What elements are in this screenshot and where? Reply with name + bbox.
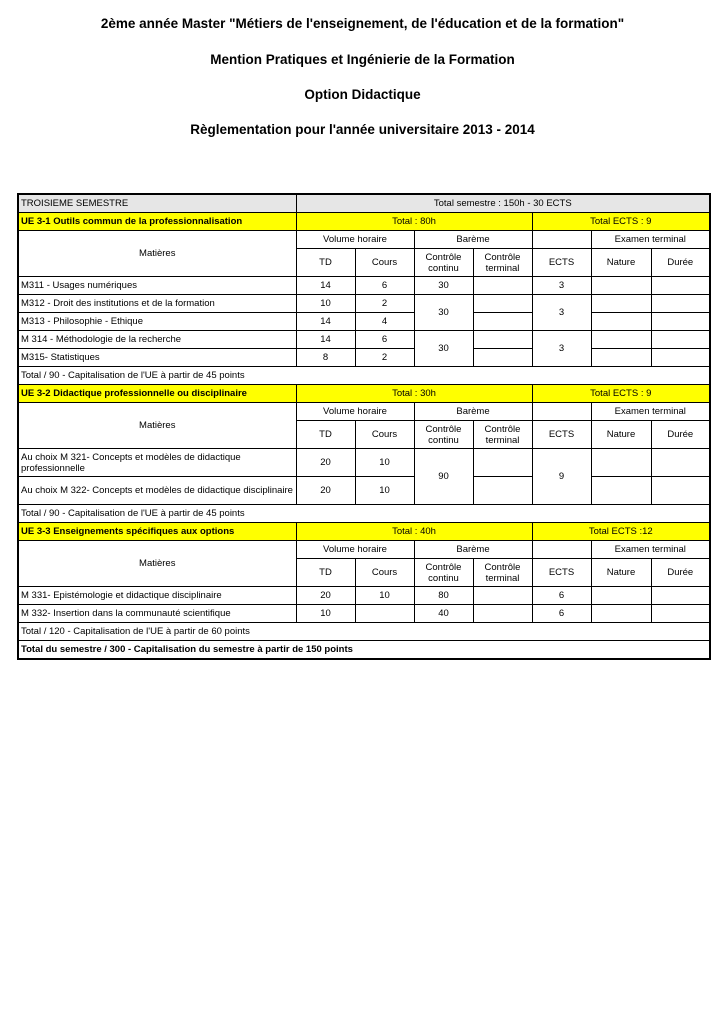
course-nature <box>591 477 651 505</box>
course-nature <box>591 313 651 331</box>
header-ct: Contrôle terminal <box>473 249 532 277</box>
ue-title: UE 3-2 Didactique professionnelle ou disciplinaire <box>18 385 296 403</box>
header-examen: Examen terminal <box>591 403 710 421</box>
course-name: M312 - Droit des institutions et de la formation <box>18 295 296 313</box>
course-name: M 331- Epistémologie et didactique disciplinaire <box>18 587 296 605</box>
header-ects: ECTS <box>532 421 591 449</box>
course-duree <box>651 313 710 331</box>
course-ects: 3 <box>532 331 591 367</box>
course-td: 20 <box>296 449 355 477</box>
course-duree <box>651 605 710 623</box>
course-td: 10 <box>296 605 355 623</box>
header-nature: Nature <box>591 421 651 449</box>
ue-footer: Total / 90 - Capitalisation de l'UE à partir de 45 points <box>18 367 710 385</box>
course-name: M 314 - Méthodologie de la recherche <box>18 331 296 349</box>
course-ct <box>473 277 532 295</box>
header-volume: Volume horaire <box>296 541 414 559</box>
semester-total: Total semestre : 150h - 30 ECTS <box>296 194 710 213</box>
header-ct: Contrôle terminal <box>473 421 532 449</box>
course-ects: 3 <box>532 277 591 295</box>
course-duree <box>651 331 710 349</box>
course-nature <box>591 295 651 313</box>
ue-total-hours: Total : 40h <box>296 523 532 541</box>
header-examen: Examen terminal <box>591 231 710 249</box>
course-duree <box>651 349 710 367</box>
grand-total-row <box>18 641 710 660</box>
table-row <box>18 295 710 313</box>
course-td: 14 <box>296 313 355 331</box>
header-td: TD <box>296 421 355 449</box>
table-row <box>18 449 710 477</box>
header-volume: Volume horaire <box>296 403 414 421</box>
table-row <box>18 605 710 623</box>
course-ct <box>473 587 532 605</box>
header-empty <box>532 403 591 421</box>
ue-footer-row <box>18 505 710 523</box>
course-td: 8 <box>296 349 355 367</box>
course-ct <box>473 313 532 331</box>
course-cours <box>355 605 414 623</box>
header-duree: Durée <box>651 249 710 277</box>
ue-header-row <box>18 213 710 231</box>
ue-total-ects: Total ECTS : 9 <box>532 385 710 403</box>
table-row <box>18 331 710 349</box>
header-ct: Contrôle terminal <box>473 559 532 587</box>
course-cc: 90 <box>414 449 473 505</box>
course-td: 20 <box>296 587 355 605</box>
course-name: Au choix M 321- Concepts et modèles de didactique professionnelle <box>18 449 296 477</box>
course-nature <box>591 587 651 605</box>
table-row <box>18 477 710 505</box>
course-nature <box>591 349 651 367</box>
header-matieres: Matières <box>18 403 296 449</box>
course-ects: 9 <box>532 449 591 505</box>
course-ct <box>473 605 532 623</box>
course-td: 20 <box>296 477 355 505</box>
ue-header-row <box>18 385 710 403</box>
header-cc: Contrôle continu <box>414 559 473 587</box>
ue-total-hours: Total : 80h <box>296 213 532 231</box>
course-name: M315- Statistiques <box>18 349 296 367</box>
course-nature <box>591 449 651 477</box>
course-ct <box>473 449 532 477</box>
ue-footer-row <box>18 623 710 641</box>
title-year: Règlementation pour l'année universitaire 2013 - 2014 <box>190 122 535 137</box>
ue-title: UE 3-1 Outils commun de la professionnalisation <box>18 213 296 231</box>
header-cours: Cours <box>355 559 414 587</box>
course-cours: 10 <box>355 449 414 477</box>
table-row <box>18 587 710 605</box>
regulation-table <box>17 193 711 660</box>
course-cc: 30 <box>414 277 473 295</box>
grand-total: Total du semestre / 300 - Capitalisation du semestre à partir de 150 points <box>18 641 710 660</box>
course-ct <box>473 349 532 367</box>
course-duree <box>651 587 710 605</box>
ue-footer-row <box>18 367 710 385</box>
course-cours: 6 <box>355 277 414 295</box>
ue-title: UE 3-3 Enseignements spécifiques aux options <box>18 523 296 541</box>
header-cc: Contrôle continu <box>414 249 473 277</box>
course-name: Au choix M 322- Concepts et modèles de didactique disciplinaire <box>18 477 296 505</box>
title-master: 2ème année Master "Métiers de l'enseignement, de l'éducation et de la formation" <box>100 16 625 31</box>
header-cours: Cours <box>355 249 414 277</box>
header-cours: Cours <box>355 421 414 449</box>
header-volume: Volume horaire <box>296 231 414 249</box>
course-nature <box>591 605 651 623</box>
header-matieres: Matières <box>18 541 296 587</box>
ue-total-hours: Total : 30h <box>296 385 532 403</box>
ue-footer: Total / 90 - Capitalisation de l'UE à partir de 45 points <box>18 505 710 523</box>
header-empty <box>532 231 591 249</box>
header-duree: Durée <box>651 421 710 449</box>
course-duree <box>651 449 710 477</box>
course-cours: 10 <box>355 587 414 605</box>
column-group-row <box>18 541 710 559</box>
course-ct <box>473 331 532 349</box>
course-td: 14 <box>296 331 355 349</box>
header-duree: Durée <box>651 559 710 587</box>
ue-total-ects: Total ECTS : 9 <box>532 213 710 231</box>
course-cc: 30 <box>414 331 473 367</box>
course-cc: 30 <box>414 295 473 331</box>
header-cc: Contrôle continu <box>414 421 473 449</box>
header-nature: Nature <box>591 559 651 587</box>
ue-footer: Total / 120 - Capitalisation de l'UE à partir de 60 points <box>18 623 710 641</box>
course-ects: 6 <box>532 605 591 623</box>
course-cours: 6 <box>355 331 414 349</box>
header-bareme: Barème <box>414 231 532 249</box>
course-ects: 6 <box>532 587 591 605</box>
course-cours: 2 <box>355 349 414 367</box>
course-cc: 80 <box>414 587 473 605</box>
header-bareme: Barème <box>414 403 532 421</box>
course-duree <box>651 295 710 313</box>
header-td: TD <box>296 249 355 277</box>
course-td: 14 <box>296 277 355 295</box>
course-duree <box>651 477 710 505</box>
course-cc: 40 <box>414 605 473 623</box>
header-examen: Examen terminal <box>591 541 710 559</box>
header-matieres: Matières <box>18 231 296 277</box>
semester-row <box>18 194 710 213</box>
course-cours: 10 <box>355 477 414 505</box>
course-td: 10 <box>296 295 355 313</box>
title-option: Option Didactique <box>304 87 421 102</box>
header-ects: ECTS <box>532 559 591 587</box>
course-name: M 332- Insertion dans la communauté scientifique <box>18 605 296 623</box>
course-ects: 3 <box>532 295 591 331</box>
course-ct <box>473 295 532 313</box>
table-row <box>18 313 710 331</box>
course-duree <box>651 277 710 295</box>
header-td: TD <box>296 559 355 587</box>
table-row <box>18 277 710 295</box>
header-ects: ECTS <box>532 249 591 277</box>
course-ct <box>473 477 532 505</box>
course-cours: 4 <box>355 313 414 331</box>
header-empty <box>532 541 591 559</box>
course-name: M313 - Philosophie - Ethique <box>18 313 296 331</box>
header-bareme: Barème <box>414 541 532 559</box>
semester-label: TROISIEME SEMESTRE <box>18 194 296 213</box>
course-nature <box>591 331 651 349</box>
column-group-row <box>18 231 710 249</box>
ue-total-ects: Total ECTS :12 <box>532 523 710 541</box>
course-name: M311 - Usages numériques <box>18 277 296 295</box>
title-mention: Mention Pratiques et Ingénierie de la Formation <box>210 52 515 67</box>
table-row <box>18 349 710 367</box>
course-nature <box>591 277 651 295</box>
column-group-row <box>18 403 710 421</box>
header-nature: Nature <box>591 249 651 277</box>
ue-header-row <box>18 523 710 541</box>
course-cours: 2 <box>355 295 414 313</box>
